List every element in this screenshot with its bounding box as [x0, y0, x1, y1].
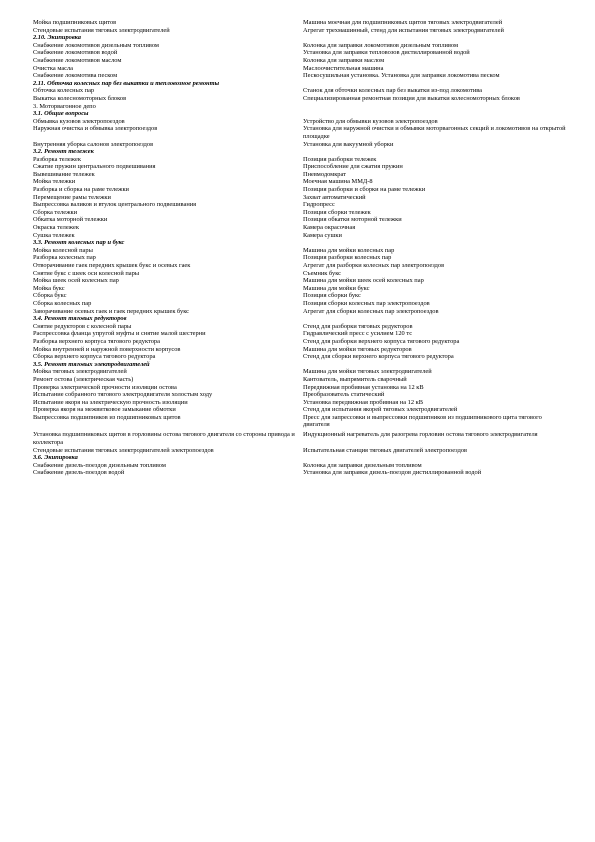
section-heading — [33, 148, 568, 156]
equipment-cell: Съемник букс — [303, 269, 341, 277]
equipment-cell: Позиция разборки тележек — [303, 155, 377, 163]
table-row — [33, 27, 568, 35]
table-row — [33, 431, 568, 446]
equipment-cell: Машина для мойки шеек осей колесных пар — [303, 277, 424, 285]
table-row — [33, 384, 568, 392]
equipment-cell: Станок для обточки колесных пар без выкатки из-под локомотива — [303, 87, 483, 95]
table-row — [33, 186, 568, 194]
equipment-cell: Позиция разборки и сборки на раме тележки — [303, 186, 426, 194]
section-heading — [33, 361, 568, 369]
table-row — [33, 469, 568, 477]
chapter-heading — [33, 103, 568, 111]
operation-cell: Выпрессовка подшипников из подшипниковых щитов — [33, 413, 181, 421]
equipment-cell: Стенд для разборки тяговых редукторов — [303, 322, 413, 330]
table-row — [33, 376, 568, 384]
operation-cell: Снятие редукторов с колесной пары — [33, 322, 132, 330]
equipment-cell: Позиция обкатки моторной тележки — [303, 216, 402, 224]
table-row — [33, 118, 568, 126]
operation-cell: Снабжение локомотивов маслом — [33, 56, 122, 64]
operation-cell: Перемещение рамы тележки — [33, 193, 111, 201]
equipment-cell: Устройство для обмывки кузовов электропоездов — [303, 117, 438, 125]
table-row — [33, 285, 568, 293]
table-row — [33, 462, 568, 470]
table-row — [33, 368, 568, 376]
table-row — [33, 209, 568, 217]
equipment-cell: Машина для мойки колесных пар — [303, 246, 395, 254]
table-row — [33, 247, 568, 255]
equipment-cell: Стенд для испытания якорей тяговых электродвигателей — [303, 406, 458, 414]
equipment-cell: Машина для мойки тяговых редукторов — [303, 345, 412, 353]
section-heading — [33, 34, 568, 42]
table-row — [33, 399, 568, 407]
operation-cell: Снабжение дизель-поездов дизельным топливом — [33, 461, 166, 469]
heading-text: 2.10. Экипировка — [33, 34, 81, 42]
equipment-cell: Позиция сборки тележек — [303, 208, 371, 216]
operation-cell: Сушка тележек — [33, 231, 75, 239]
heading-text: 3. Моторвагонное депо — [33, 102, 96, 110]
table-row — [33, 72, 568, 80]
operation-cell: Выпрессовка валиков и втулок центрального подвешивания — [33, 201, 197, 209]
table-row — [33, 292, 568, 300]
operation-cell: Сжатие пружин центрального подвешивания — [33, 163, 156, 171]
equipment-cell: Стенд для сборки верхнего корпуса тягового редуктора — [303, 353, 454, 361]
heading-text: 3.4. Ремонт тяговых редукторов — [33, 315, 127, 323]
operation-cell: Распрессовка фланца упругой муфты и снятие малой шестерни — [33, 330, 206, 338]
equipment-cell: Пескосушильная установка. Установка для заправки локомотива песком — [303, 72, 500, 80]
equipment-cell: Пневмодомкрат — [303, 170, 346, 178]
operation-cell: Снабжение дизель-поездов водой — [33, 469, 125, 477]
equipment-cell: Захват автоматический — [303, 193, 366, 201]
table-row — [33, 19, 568, 27]
table-row — [33, 216, 568, 224]
table-row — [33, 232, 568, 240]
table-row — [33, 414, 568, 429]
operation-cell: Снабжение локомотива песком — [33, 72, 118, 80]
table-row — [33, 262, 568, 270]
table-row — [33, 87, 568, 95]
equipment-cell: Машина моечная для подшипниковых щитов тяговых электродвигателей — [303, 19, 503, 26]
table-row — [33, 65, 568, 73]
operation-cell: Ремонт остова (электрическая часть) — [33, 375, 134, 383]
equipment-cell: Стенд для разборки верхнего корпуса тягового редуктора — [303, 337, 460, 345]
equipment-cell: Испытательная станция тяговых двигателей электропоездов — [303, 446, 468, 454]
equipment-cell: Агрегат трехмашинный, стенд для испытания тяговых электродвигателей — [303, 26, 504, 34]
operation-cell: Внутренняя уборка салонов электропоездов — [33, 140, 154, 148]
table-row — [33, 49, 568, 57]
table-row — [33, 346, 568, 354]
table-row — [33, 194, 568, 202]
table-row — [33, 171, 568, 179]
operation-cell: Выкатка колесномоторных блоков — [33, 94, 127, 102]
table-row — [33, 224, 568, 232]
heading-text: 2.11. Обточка колесных пар без выкатки и тепловозное ремонты — [33, 79, 220, 87]
table-row — [33, 254, 568, 262]
table-row — [33, 277, 568, 285]
operation-cell: Мойка внутренней и наружной поверхности корпусов — [33, 345, 181, 353]
equipment-cell: Пресс для запрессовки и выпрессовки подшипников из подшипникового щита тягового двигателя — [303, 413, 542, 429]
equipment-cell: Приспособление для сжатия пружин — [303, 163, 403, 171]
equipment-cell: Маслоочистительная машина — [303, 64, 384, 72]
operation-cell: Разборка колесных пар — [33, 254, 96, 262]
table-row — [33, 156, 568, 164]
operation-cell: Сборка тележки — [33, 208, 78, 216]
operation-cell: Наружная очистка и обмывка электропоездов — [33, 125, 158, 133]
operation-cell: Разборка и сборка на раме тележки — [33, 186, 129, 194]
table-row — [33, 125, 568, 140]
equipment-cell: Установка для заправки дизель-поездов дистиллированной водой — [303, 469, 482, 477]
equipment-cell: Гидропресс — [303, 201, 335, 209]
equipment-cell: Агрегат для сборки колесных пар электропоездов — [303, 307, 439, 315]
operation-cell: Стендовые испытания тяговых электродвигателей электропоездов — [33, 446, 214, 454]
operation-cell: Заворачивание осевых гаек и гаек передних крышек букс — [33, 307, 190, 315]
operation-cell: Мойка букс — [33, 284, 65, 292]
equipment-cell: Установка для заправки тепловозов дистиллированной водой — [303, 49, 470, 57]
document-body — [33, 19, 568, 477]
table-row — [33, 201, 568, 209]
table-row — [33, 42, 568, 50]
section-heading — [33, 110, 568, 118]
operation-cell: Снабжение локомотивов дизельным топливом — [33, 41, 159, 49]
equipment-cell: Индукционный нагреватель для разогрева горловин остова тягового электродвигателя — [303, 431, 538, 439]
table-row — [33, 338, 568, 346]
table-row — [33, 300, 568, 308]
operation-cell: Сборка верхнего корпуса тягового редуктора — [33, 353, 156, 361]
operation-cell: Отворачивание гаек передних крышек букс и осевых гаек — [33, 262, 191, 269]
table-row — [33, 391, 568, 399]
operation-cell: Обмывка кузовов электропоездов — [33, 117, 125, 125]
equipment-cell: Колонка для заправки дизельным топливом — [303, 461, 422, 469]
equipment-cell: Агрегат для разборки колесных пар электропоездов — [303, 262, 445, 269]
table-row — [33, 308, 568, 316]
equipment-cell: Установка для вакуумной уборки — [303, 140, 394, 148]
equipment-cell: Камера сушки — [303, 231, 342, 239]
operation-cell: Вывешивание тележек — [33, 170, 95, 178]
operation-cell: Мойка колесной пары — [33, 246, 93, 254]
table-row — [33, 353, 568, 361]
equipment-cell: Моечная машина ММД-8 — [303, 178, 373, 186]
equipment-cell: Позиция сборки колесных пар электропоездов — [303, 299, 430, 307]
section-heading — [33, 239, 568, 247]
table-row — [33, 141, 568, 149]
heading-text: 3.6. Экипировка — [33, 454, 78, 462]
table-row — [33, 323, 568, 331]
operation-cell: Стендовые испытания тяговых электродвигателей — [33, 26, 170, 34]
operation-cell: Окраска тележек — [33, 224, 79, 232]
equipment-cell: Установка передвижная пробивная на 12 кВ — [303, 398, 423, 406]
operation-cell: Установка подшипниковых щитов в горловины остова тягового двигателя со стороны привода и коллектора — [33, 431, 295, 447]
operation-cell: Разборка тележек — [33, 155, 81, 163]
equipment-cell: Специализированная ремонтная позиция для выкатки колесномоторных блоков — [303, 94, 520, 102]
section-heading — [33, 315, 568, 323]
operation-cell: Испытание собранного тягового электродвигателя холостым ходу — [33, 391, 213, 399]
operation-cell: Сборка букс — [33, 292, 67, 300]
equipment-cell: Колонка для заправки маслом — [303, 56, 385, 64]
heading-text: 3.1. Общие вопросы — [33, 110, 89, 118]
operation-cell: Проверка электрической прочности изоляции остова — [33, 383, 177, 391]
equipment-cell: Колонка для заправки локомотивов дизельным топливом — [303, 41, 459, 49]
operation-cell: Мойка тяговых электродвигателей — [33, 368, 127, 376]
table-row — [33, 270, 568, 278]
operation-cell: Обточка колесных пар — [33, 87, 95, 95]
table-row — [33, 57, 568, 65]
heading-text: 3.3. Ремонт колесных пар и букс — [33, 239, 125, 247]
equipment-cell: Позиция разборки колесных пар — [303, 254, 392, 262]
table-row — [33, 447, 568, 455]
operation-cell: Очистка масла — [33, 64, 74, 72]
equipment-cell: Передвижная пробивная установка на 12 кВ — [303, 383, 424, 391]
table-row — [33, 95, 568, 103]
section-heading — [33, 80, 568, 88]
equipment-cell: Камера окрасочная — [303, 224, 356, 232]
table-row — [33, 178, 568, 186]
equipment-cell: Кантователь, выпрямитель сварочный — [303, 375, 407, 383]
heading-text: 3.5. Ремонт тяговых электродвигателей — [33, 360, 150, 368]
table-row — [33, 330, 568, 338]
equipment-cell: Позиция сборки букс — [303, 292, 361, 300]
operation-cell: Испытание якоря на электрическую прочность изоляции — [33, 398, 188, 406]
operation-cell: Снятие букс с шеек оси колесной пары — [33, 269, 140, 277]
equipment-cell: Машина для мойки тяговых электродвигателей — [303, 368, 432, 376]
table-row — [33, 406, 568, 414]
equipment-cell: Преобразователь статический — [303, 391, 385, 399]
operation-cell: Мойка шеек осей колесных пар — [33, 277, 119, 285]
equipment-cell: Машина для мойки букс — [303, 284, 370, 292]
operation-cell: Мойка подшипниковых щитов — [33, 19, 117, 26]
heading-text: 3.2. Ремонт тележек — [33, 148, 94, 156]
operation-cell: Сборка колесных пар — [33, 299, 92, 307]
operation-cell: Обкатка моторной тележки — [33, 216, 108, 224]
operation-cell: Проверка якоря на межвитковое замыкание обмотки — [33, 406, 176, 414]
operation-cell: Мойка тележки — [33, 178, 76, 186]
operation-cell: Разборка верхнего корпуса тягового редуктора — [33, 337, 160, 345]
operation-cell: Снабжение локомотивов водой — [33, 49, 118, 57]
section-heading — [33, 454, 568, 462]
equipment-cell: Установка для наружной очистки и обмывки моторвагонных секций и локомотивов на открытой площадке — [303, 125, 566, 140]
table-row — [33, 163, 568, 171]
equipment-cell: Гидравлический пресс с усилием 120 тс — [303, 330, 413, 338]
